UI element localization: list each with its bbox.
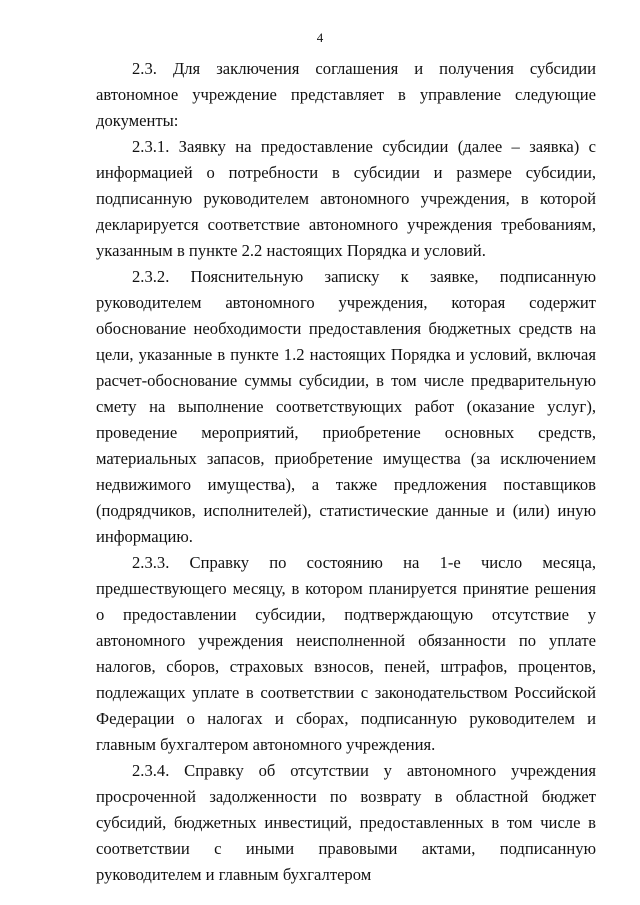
paragraph-2-3: 2.3. Для заключения соглашения и получения субсидии автономное учреждение представляет в управление следующие документы: (96, 59, 596, 130)
paragraph-2-3-3: 2.3.3. Справку по состоянию на 1-е число месяца, предшествующего месяцу, в котором планируется принятие решения о предоставлении субсидии, подтверждающую отсутствие у автономного учреждения неисполненной обязанности по уплате налогов, сборов, страховых взносов, пеней, штрафов, процентов, подлежащих уплате в соответствии с законодательством Российской Федерации о налогах и сборах, подписанную руководителем и главным бухгалтером автономного учреждения. (96, 553, 596, 754)
paragraph-2-3-2: 2.3.2. Пояснительную записку к заявке, подписанную руководителем автономного учреждения, которая содержит обоснование необходимости предоставления бюджетных средств на цели, указанные в пункте 1.2 настоящих Порядка и условий, включая расчет-обоснование суммы субсидии, в том числе предварительную смету на выполнение соответствующих работ (оказание услуг), проведение мероприятий, приобретение основных средств, материальных запасов, приобретение имущества (за исключением недвижимого имущества), а также предложения поставщиков (подрядчиков, исполнителей), статистические данные и (или) иную информацию. (96, 267, 596, 546)
page-number: 4 (316, 30, 324, 45)
document-body (96, 56, 596, 888)
paragraph-2-3-1: 2.3.1. Заявку на предоставление субсидии (далее – заявка) с информацией о потребности в субсидии и размере субсидии, подписанную руководителем автономного учреждения, в которой декларируется соответствие автономного учреждения требованиям, указанным в пункте 2.2 настоящих Порядка и условий. (96, 137, 596, 260)
paragraph-2-3-4: 2.3.4. Справку об отсутствии у автономного учреждения просроченной задолженности по возврату в областной бюджет субсидий, бюджетных инвестиций, предоставленных в том числе в соответствии с иными правовыми актами, подписанную руководителем и главным бухгалтером (96, 761, 596, 884)
